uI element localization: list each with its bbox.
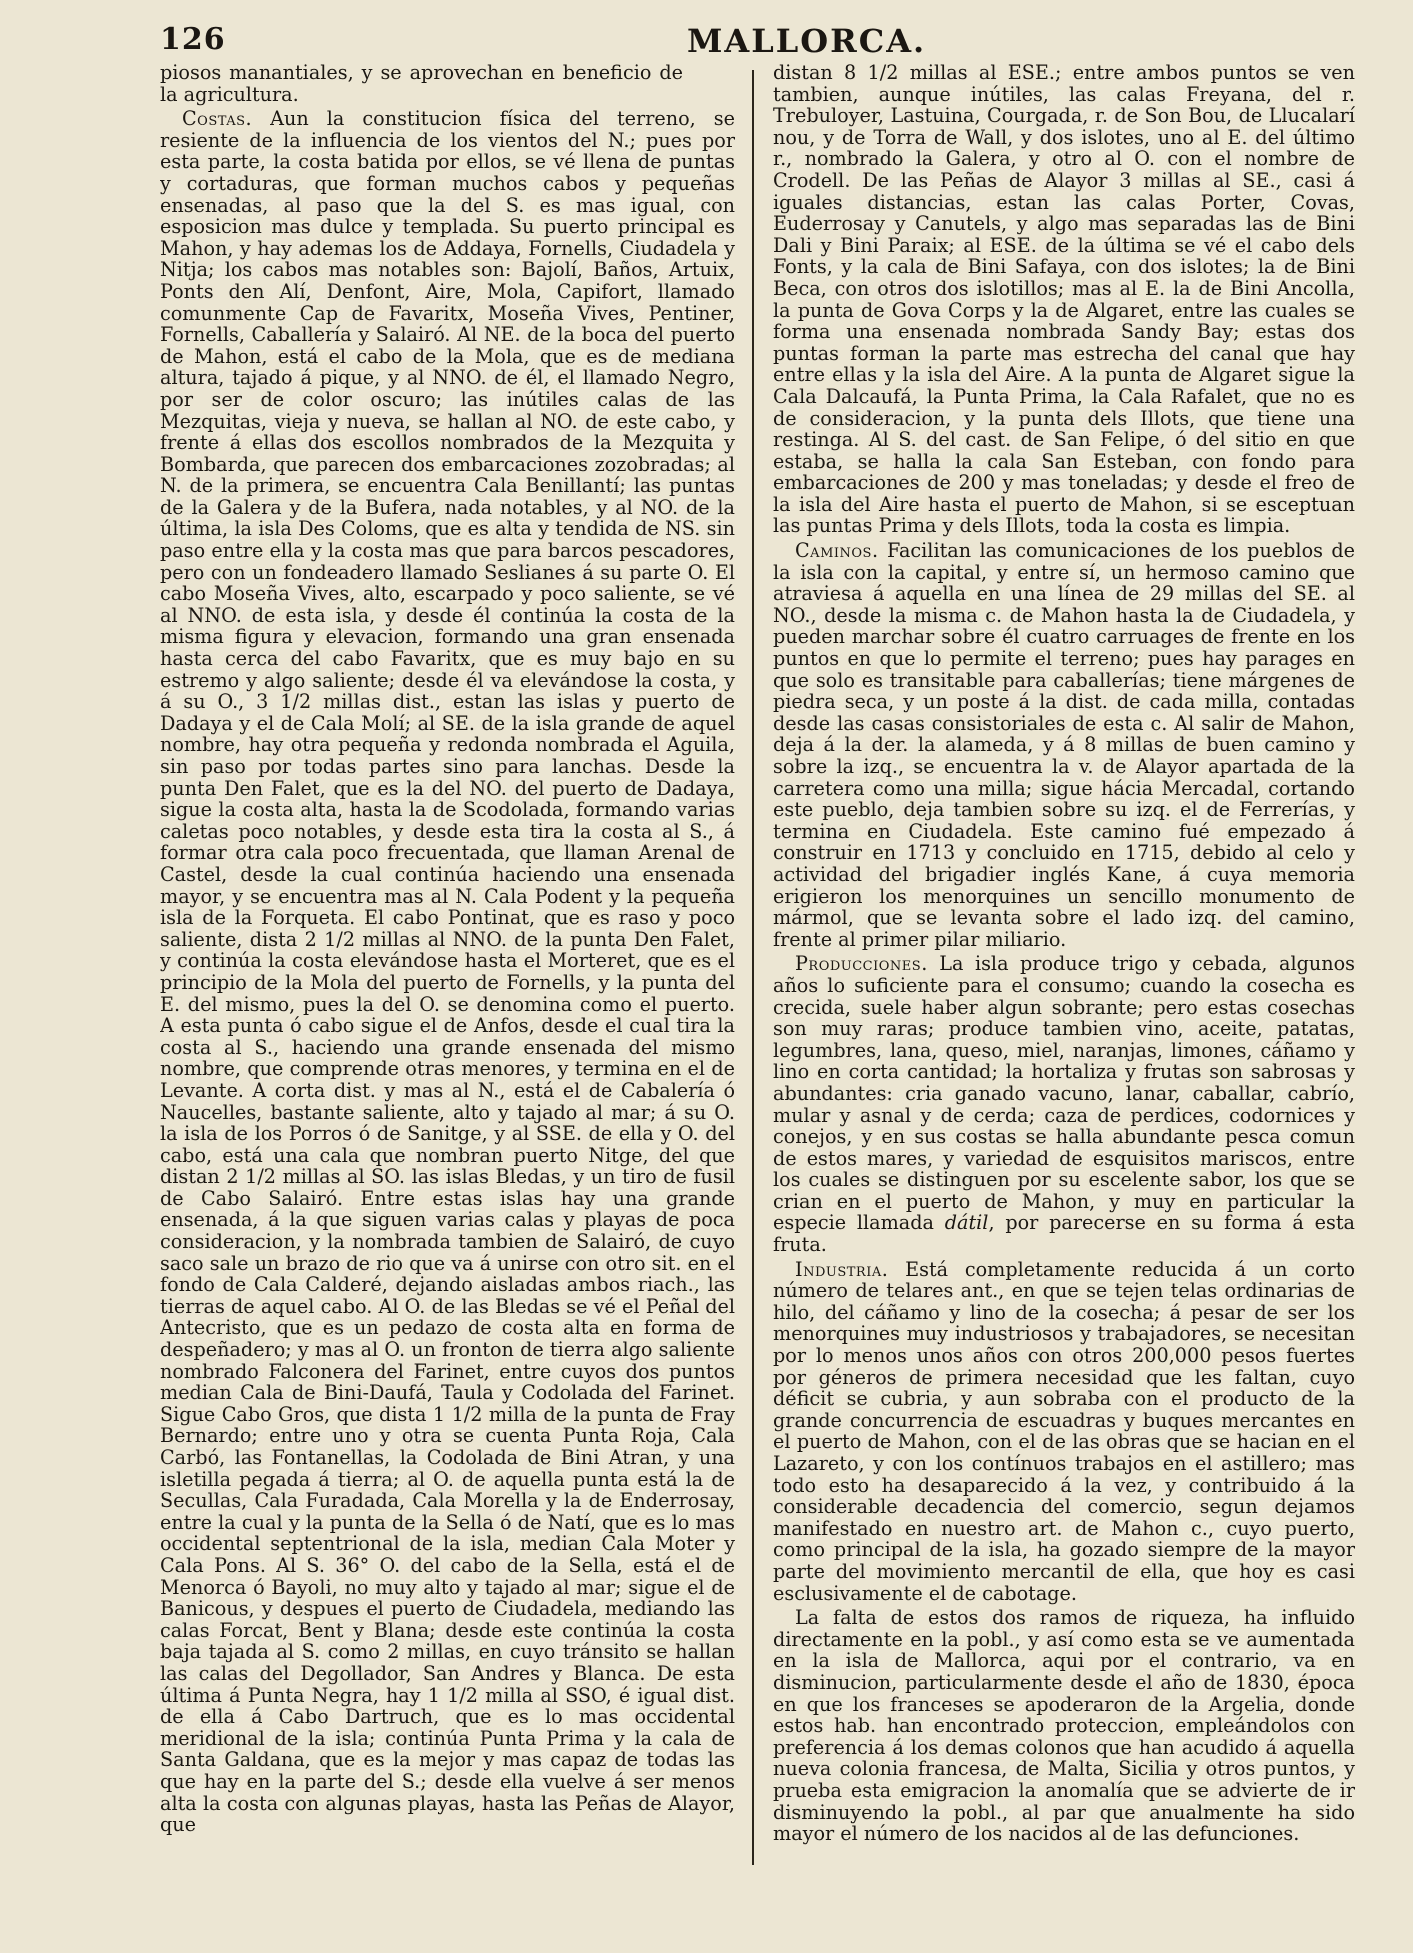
section-producciones: [773, 953, 1355, 1255]
section-body-industria: Está completamente reducida á un corto número de telares ant., en que se tejen telas ordinarias de hilo, del cáñamo y lino de la cosecha; á pesar de ser los menorquines muy industriosos y trabajadores, se necesitan por lo menos unos años con otros 200,000 pesos fuertes por géneros de primera necesidad que les faltan, cuyo déficit se cubria, y aun sobraba con el producto de la grande concurrencia de escuadras y buques mercantes en el puerto de Mahon, con el de las obras que se hacian en el Lazareto, y con los contínuos trabajos en el astillero; mas todo esto ha desaparecido á la vez, y contribuido á la considerable decadencia del comercio, segun dejamos manifestado en nuestro art. de Mahon c., cuyo puerto, como principal de la isla, ha gozado siempre de la mayor parte del movimiento mercantil de ella, que hoy es casi esclusivamente el de cabotage.: [773, 1257, 1355, 1605]
running-title: MALLORCA.: [687, 22, 927, 60]
paragraph-intro-continuation: [160, 62, 735, 105]
section-caminos: [773, 540, 1355, 950]
paragraph-costas-continuation: [773, 62, 1355, 537]
right-column: [773, 62, 1355, 1932]
section-heading-costas: Costas.: [182, 107, 253, 131]
section-heading-caminos: Caminos.: [795, 539, 879, 563]
section-body-costas: Aun la constitucion física del terreno, se resiente de la influencia de los vientos del N.; pues por esta parte, la costa batida por ellos, se vé llena de puntas y cortaduras, que forman muchos cabos y pequeñas ensenadas, al paso que la del S. es mas igual, con esposicion mas dulce y templada. Su puerto principal es Mahon, y hay ademas los de Addaya, Fornells, Ciudadela y Nitja; los cabos mas notables son: Bajolí, Baños, Artuix, Ponts den Alí, Denfont, Aire, Mola, Capifort, llamado comunmente Cap de Favaritx, Moseña Vives, Pentiner, Fornells, Caballería y Salairó. Al NE. de la boca del puerto de Mahon, está el cabo de la Mola, que es de mediana altura, tajado á pique, y al NNO. de él, el llamado Negro, por ser de color oscuro; las inútiles calas de las Mezquitas, vieja y nueva, se hallan al NO. de este cabo, y frente á ellas dos escollos nombrados de la Mezquita y Bombarda, que parecen dos embarcaciones zozobradas; al N. de la primera, se encuentra Cala Benillantí; las puntas de la Galera y de la Bufera, nada notables, y al NO. de la última, la isla Des Coloms, que es alta y tendida de NS. sin paso entre ella y la costa mas que para barcos pescadores, pero con un fondeadero llamado Seslianes á su parte O. El cabo Moseña Vives, alto, escarpado y poco saliente, se vé al NNO. de esta isla, y desde él continúa la costa de la misma figura y elevacion, formando una gran ensenada hasta cerca del cabo Favaritx, que es muy bajo en su estremo y algo saliente; desde él va elevándose la costa, y á su O., 3 1/2 millas dist., estan las islas y puerto de Dadaya y el de Cala Molí; al SE. de la isla grande de aquel nombre, hay otra pequeña y redonda nombrada el Aguila, sin paso por todas partes sino para lanchas. Desde la punta Den Falet, que es la del NO. del puerto de Dadaya, sigue la costa alta, hasta la de Scodolada, formando varias caletas poco notables, y desde esta tira la costa al S., á formar otra cala poco frecuentada, que llaman Arenal de Castel, desde la cual continúa haciendo una ensenada mayor, y se encuentra mas al N. Cala Podent y la pequeña isla de la Forqueta. El cabo Pontinat, que es raso y poco saliente, dista 2 1/2 millas al NNO. de la punta Den Falet, y continúa la costa elevándose hasta el Morteret, que es el principio de la Mola del puerto de Fornells, y la punta del E. del mismo, pues la del O. se denomina como el puerto. A esta punta ó cabo sigue el de Anfos, desde el cual tira la costa al S., haciendo una grande ensenada del mismo nombre, que comprende otras menores, y termina en el de Levante. A corta dist. y mas al N., está el de Cabalería ó Naucelles, bastante saliente, alto y tajado al mar; á su O. la isla de los Porros ó de Sanitge, y al SSE. de ella y O. del cabo, está una cala que nombran puerto Nitge, del que distan 2 1/2 millas al SO. las islas Bledas, y un tiro de fusil de Cabo Salairó. Entre estas islas hay una grande ensenada, á la que siguen varias calas y playas de poca consideracion, y la nombrada tambien de Salairó, de cuyo saco sale un brazo de rio que va á unirse con otro sit. en el fondo de Cala Calderé, dejando aisladas ambos riach., las tierras de aquel cabo. Al O. de las Bledas se vé el Peñal del Antecristo, que es un pedazo de costa alta en forma de despeñadero; y mas al O. un fronton de tierra algo saliente nombrado Falconera del Farinet, entre cuyos dos puntos median Cala de Bini-Daufá, Taula y Codolada del Farinet. Sigue Cabo Gros, que dista 1 1/2 milla de la punta de Fray Bernardo; entre uno y otra se cuenta Punta Roja, Cala Carbó, las Fontanellas, la Codolada de Bini Atran, y una isletilla pegada á tierra; al O. de aquella punta está la de Secullas, Cala Furadada, Cala Morella y la de Enderrosay, entre la cual y la punta de la Sella ó de Natí, que es lo mas occidental septentrional de la isla, median Cala Moter y Cala Pons. Al S. 36° O. del cabo de la Sella, está el de Menorca ó Bayoli, no muy alto y tajado al mar; sigue el de Banicous, y despues el puerto de Ciudadela, mediando las calas Forcat, Bent y Blana; desde este continúa la costa baja tajada al S. como 2 millas, en cuyo tránsito se hallan las calas del Degollador, San Andres y Blanca. De esta última á Punta Negra, hay 1 1/2 milla al SSO, é igual dist. de ella á Cabo Dartruch, que es lo mas occidental meridional de la isla; continúa Punta Prima y la cala de Santa Galdana, que es la mejor y mas capaz de todas las que hay en la parte del S.; desde ella vuelve á ser menos alta la costa con algunas playas, hasta las Peñas de Alayor, que: [160, 107, 735, 1837]
paragraph-text: La falta de estos dos ramos de riqueza, ha influido directamente en la pobl., y así como esta se ve aumentada en la isla de Mallorca, aqui por el contrario, va en disminucion, particularmente desde el año de 1830, época en que los franceses se apoderaron de la Argelia, donde estos hab. han encontrado proteccion, empleándolos con preferencia á los demas colonos que han acudido á aquella nueva colonia francesa, de Malta, Sicilia y otros puntos, y prueba esta emigracion la anomalía que se advierte de ir disminuyendo la pobl., al par que anualmente ha sido mayor el número de los nacidos al de las defunciones.: [773, 1606, 1355, 1846]
left-column: [160, 62, 735, 1932]
section-body-caminos: Facilitan las comunicaciones de los pueblos de la isla con la capital, y entre sí, un hermoso camino que atraviesa á aquella en una línea de 29 millas del SE. al NO., desde la misma c. de Mahon hasta la de Ciudadela, y pueden marchar sobre él cuatro carruages de frente en los puntos en que lo permite el terreno; pues hay parages en que solo es transitable para caballerías; tiene márgenes de piedra seca, y un poste á la dist. de cada milla, contadas desde las casas consistoriales de esta c. Al salir de Mahon, deja á la der. la alameda, y á 8 millas de buen camino y sobre la izq., se encuentra la v. de Alayor apartada de la carretera como una milla; sigue hácia Mercadal, cortando este pueblo, deja tambien sobre su izq. el de Ferrerías, y termina en Ciudadela. Este camino fué empezado á construir en 1713 y concluido en 1715, debido al celo y actividad del brigadier inglés Kane, á cuya memoria erigieron los menorquines un sencillo monumento de mármol, que se levanta sobre el lado izq. del camino, frente al primer pilar miliario.: [773, 539, 1355, 951]
paragraph-text: distan 8 1/2 millas al ESE.; entre ambos puntos se ven tambien, aunque inútiles, las calas Freyana, del r. Trebuloyer, Lastuina, Courgada, r. de Son Bou, de Llucalarí nou, y de Torra de Wall, y dos islotes, uno al E. del último r., nombrado la Galera, y otro al O. con el nombre de Crodell. De las Peñas de Alayor 3 millas al SE., casi á iguales distancias, estan las calas Porter, Covas, Euderrosay y Canutels, y algo mas separadas las de Bini Dali y Bini Paraix; al ESE. de la última se vé el cabo dels Fonts, y la cala de Bini Safaya, con dos islotes; la de Bini Beca, con otros dos islotillos; mas al E. la de Bini Ancolla, la punta de Gova Corps y la de Algaret, entre las cuales se forma una ensenada nombrada Sandy Bay; estas dos puntas forman la parte mas estrecha del canal que hay entre ellas y la isla del Aire. A la punta de Algaret sigue la Cala Dalcaufá, la Punta Prima, la Cala Rafalet, que no es de consideracion, y la punta dels Illots, que tiene una restinga. Al S. del cast. de San Felipe, ó del sitio en que estaba, se halla la cala San Esteban, con fondo para embarcaciones de 200 y mas toneladas; y desde el freo de la isla del Aire hasta el puerto de Mahon, si se esceptuan las puntas Prima y dels Illots, toda la costa es limpia.: [773, 62, 1355, 538]
page-number: 126: [160, 22, 226, 57]
section-heading-producciones: Producciones.: [795, 952, 928, 976]
section-body-producciones-end: , por parecerse en su forma á esta fruta.: [773, 1211, 1355, 1257]
column-divider: [752, 70, 754, 1865]
page-header: [160, 22, 1355, 66]
paragraph-text: piosos manantiales, y se aprovechan en beneficio de la agricultura.: [160, 62, 683, 106]
paragraph-poblacion: [773, 1607, 1355, 1845]
section-body-producciones: La isla produce trigo y cebada, algunos años lo suficiente para el consumo; cuando la cosecha es crecida, suele haber algun sobrante; pero estas cosechas son muy raras; produce tambien vino, aceite, patatas, legumbres, lana, queso, miel, naranjas, limones, cáñamo y lino en corta cantidad; la hortaliza y frutas son sabrosas y abundantes: cria ganado vacuno, lanar, caballar, cabrío, mular y asnal y de cerda; caza de perdices, codornices y conejos, y en sus costas se halla abundante pesca comun de estos mares, y variedad de esquisitos mariscos, entre los cuales se distinguen por su escelente sabor, los que se crian en el puerto de Mahon, y muy en particular la especie llamada: [773, 952, 1355, 1235]
section-industria: [773, 1259, 1355, 1605]
italic-term-datil: dátil: [944, 1211, 989, 1235]
section-costas: [160, 108, 735, 1836]
section-heading-industria: Industria.: [795, 1257, 889, 1281]
